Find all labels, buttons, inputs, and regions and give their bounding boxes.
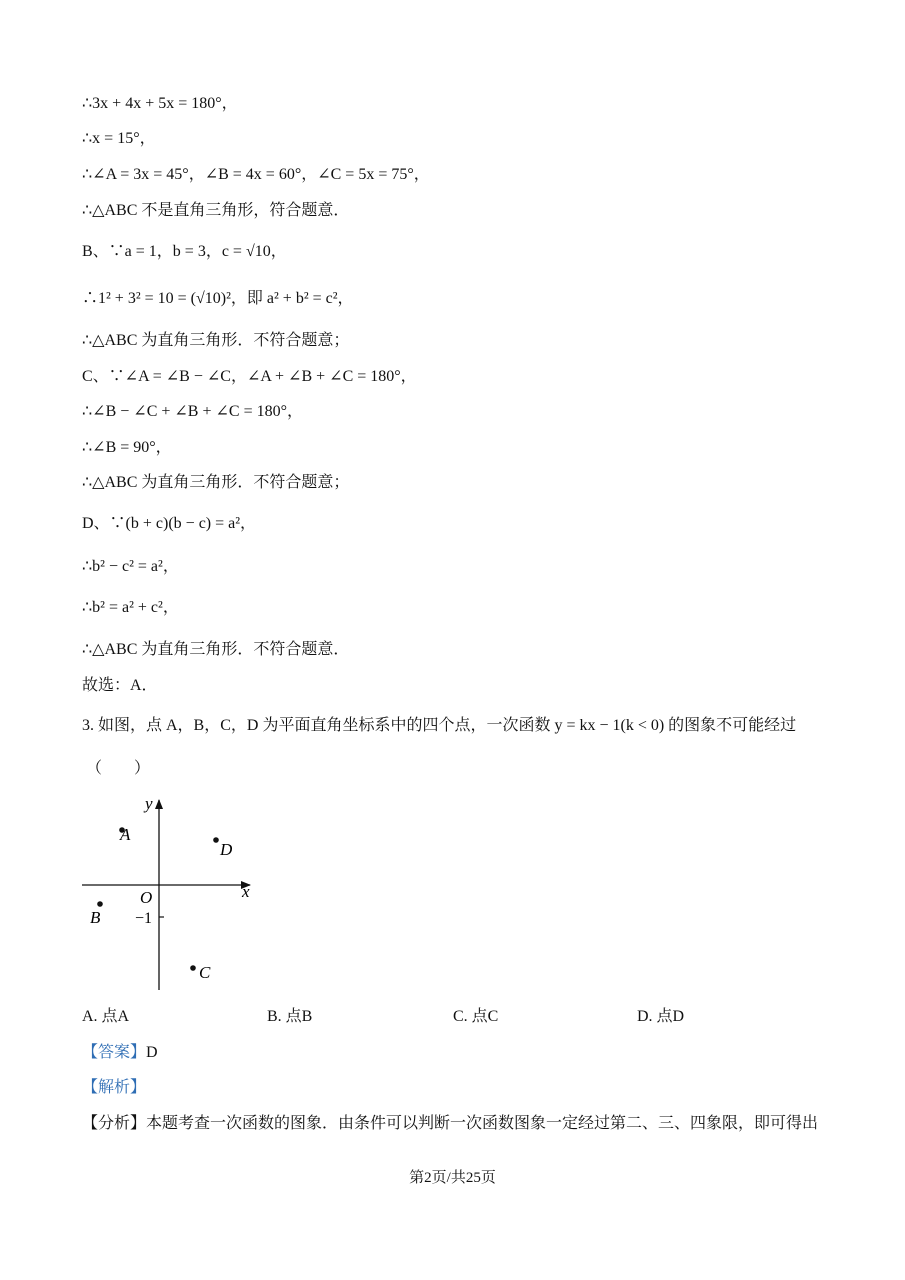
analysis-line: [82, 1113, 818, 1135]
solution-line-11: ∴△ABC 为直角三角形．不符合题意；: [82, 474, 350, 491]
coordinate-figure: [78, 792, 268, 997]
analysis-sub-tag: 【分析】: [82, 1115, 147, 1132]
point-d-label: D: [220, 840, 233, 859]
answer-line: [82, 1042, 158, 1064]
question-paren: （ ）: [86, 760, 151, 777]
point-b-dot: [97, 901, 103, 907]
solution-line-1: ∴3x + 4x + 5x = 180°，: [82, 95, 238, 112]
solution-line-6: ∴1² + 3² = 10 = (√10)²，即 a² + b² = c²，: [82, 290, 354, 307]
tick-label-neg1: −1: [135, 910, 153, 927]
solution-line-14: ∴b² = a² + c²，: [82, 599, 179, 616]
point-c-label: C: [199, 963, 211, 982]
option-a: A. 点A: [82, 1008, 130, 1025]
analysis-heading: [82, 1077, 146, 1099]
solution-line-15: ∴△ABC 为直角三角形．不符合题意．: [82, 641, 350, 658]
point-a-label: A: [120, 825, 131, 844]
point-c-dot: [190, 965, 196, 971]
solution-line-12: D、∵(b + c)(b − c) = a²，: [82, 515, 257, 532]
solution-line-7: ∴△ABC 为直角三角形．不符合题意；: [82, 332, 350, 349]
page-footer: 第2页/共25页: [409, 1170, 496, 1186]
answer-value: D: [146, 1044, 158, 1061]
solution-line-4: ∴△ABC 不是直角三角形，符合题意．: [82, 202, 350, 219]
solution-line-13: ∴b² − c² = a²，: [82, 558, 179, 575]
option-d: D. 点D: [637, 1008, 685, 1025]
axis-label-x: x: [242, 882, 250, 901]
solution-line-2: ∴x = 15°，: [82, 130, 156, 147]
answer-tag: 【答案】: [82, 1044, 147, 1061]
analysis-tag: 【解析】: [82, 1079, 147, 1096]
question-text: 3. 如图，点 A，B，C，D 为平面直角坐标系中的四个点，一次函数 y = kx − 1(k < 0) 的图象不可能经过: [82, 717, 797, 734]
solution-line-9: ∴∠B − ∠C + ∠B + ∠C = 180°，: [82, 403, 303, 420]
option-c: C. 点C: [453, 1008, 499, 1025]
solution-line-3: ∴∠A = 3x = 45°，∠B = 4x = 60°，∠C = 5x = 75°，: [82, 166, 430, 183]
point-b-label: B: [90, 908, 101, 927]
axis-label-y: y: [145, 794, 153, 813]
solution-line-10: ∴∠B = 90°，: [82, 439, 172, 456]
origin-label: O: [140, 888, 153, 907]
analysis-text: 本题考查一次函数的图象．由条件可以判断一次函数图象一定经过第二、三、四象限，即可得出: [146, 1115, 819, 1132]
option-b: B. 点B: [267, 1008, 313, 1025]
solution-line-5: B、∵a = 1，b = 3，c = √10，: [82, 243, 287, 260]
solution-line-16: 故选：A．: [82, 677, 158, 694]
solution-line-8: C、∵∠A = ∠B − ∠C，∠A + ∠B + ∠C = 180°，: [82, 368, 417, 385]
point-d-dot: [213, 837, 219, 843]
